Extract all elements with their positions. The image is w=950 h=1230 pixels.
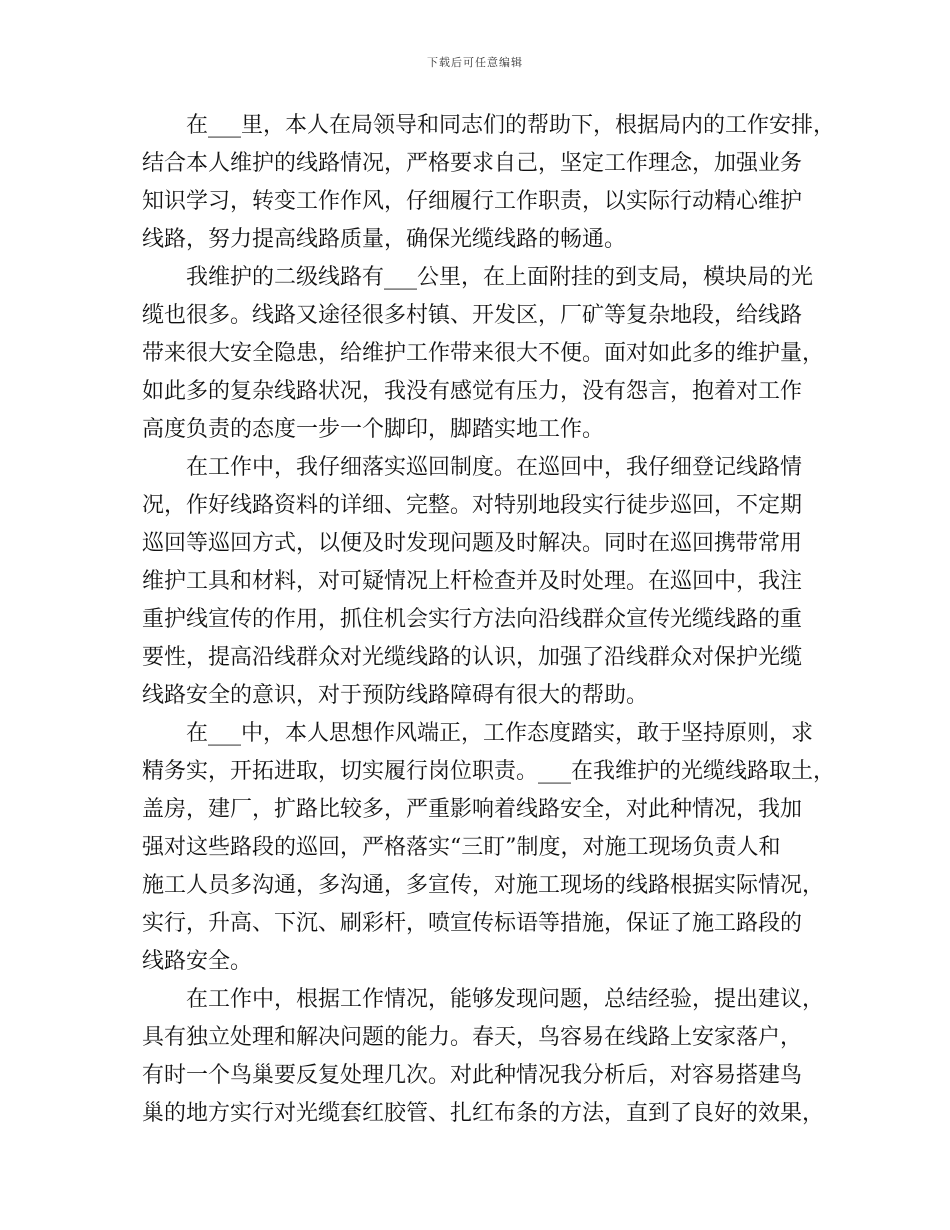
text-line: 重护线宣传的作用，抓住机会实行方法向沿线群众宣传光缆线路的重	[142, 607, 803, 632]
paragraph-2	[142, 259, 832, 449]
text-line: 如此多的复杂线路状况，我没有感觉有压力，没有怨言，抱着对工作	[142, 379, 803, 404]
text-line: 在___里，本人在局领导和同志们的帮助下，根据局内的工作安排，	[186, 113, 836, 138]
text-line: 强对这些路段的巡回，严格落实“三盯”制度，对施工现场负责人和	[142, 835, 781, 860]
text-line: 带来很大安全隐患，给维护工作带来很大不便。面对如此多的维护量，	[142, 341, 825, 366]
paragraph-5	[142, 981, 832, 1133]
paragraph-1	[142, 107, 836, 259]
text-line: 缆也很多。线路又途径很多村镇、开发区，厂矿等复杂地段，给线路	[142, 303, 803, 328]
text-line: 精务实，开拓进取，切实履行岗位职责。___在我维护的光缆线路取土，	[142, 759, 836, 784]
text-line: 线路，努力提高线路质量，确保光缆线路的畅通。	[142, 227, 627, 252]
text-line: 线路安全。	[142, 949, 253, 974]
text-line: 维护工具和材料，对可疑情况上杆检查并及时处理。在巡回中，我注	[142, 569, 803, 594]
text-line: 要性，提高沿线群众对光缆线路的认识，加强了沿线群众对保护光缆	[142, 645, 803, 670]
page-header: 下载后可任意编辑	[427, 56, 523, 69]
paragraph-4	[142, 715, 836, 981]
text-line: 巢的地方实行对光缆套红胶管、扎红布条的方法，直到了良好的效果，	[142, 1101, 825, 1126]
text-line: 盖房，建厂，扩路比较多，严重影响着线路安全，对此种情况，我加	[142, 797, 803, 822]
text-line: 我维护的二级线路有___公里，在上面附挂的到支局，模块局的光	[186, 265, 814, 290]
text-line: 巡回等巡回方式，以便及时发现问题及时解决。同时在巡回携带常用	[142, 531, 803, 556]
text-line: 具有独立处理和解决问题的能力。春天，鸟容易在线路上安家落户，	[142, 1025, 803, 1050]
text-line: 在工作中，我仔细落实巡回制度。在巡回中，我仔细登记线路情	[186, 455, 803, 480]
paragraph-3	[142, 449, 832, 715]
document-body	[142, 107, 836, 1133]
text-line: 实行，升高、下沉、刷彩杆，喷宣传标语等措施，保证了施工路段的	[142, 911, 803, 936]
text-line: 线路安全的意识，对于预防线路障碍有很大的帮助。	[142, 683, 649, 708]
text-line: 在___中，本人思想作风端正，工作态度踏实，敢于坚持原则，求	[186, 721, 814, 746]
text-line: 有时一个鸟巢要反复处理几次。对此种情况我分析后，对容易搭建鸟	[142, 1063, 803, 1088]
text-line: 结合本人维护的线路情况，严格要求自己，坚定工作理念，加强业务	[142, 151, 803, 176]
text-line: 况，作好线路资料的详细、完整。对特别地段实行徒步巡回，不定期	[142, 493, 803, 518]
text-line: 在工作中，根据工作情况，能够发现问题，总结经验，提出建议，	[186, 987, 825, 1012]
text-line: 高度负责的态度一步一个脚印，脚踏实地工作。	[142, 417, 605, 442]
text-line: 施工人员多沟通，多沟通，多宣传，对施工现场的线路根据实际情况，	[142, 873, 825, 898]
text-line: 知识学习，转变工作作风，仔细履行工作职责，以实际行动精心维护	[142, 189, 803, 214]
